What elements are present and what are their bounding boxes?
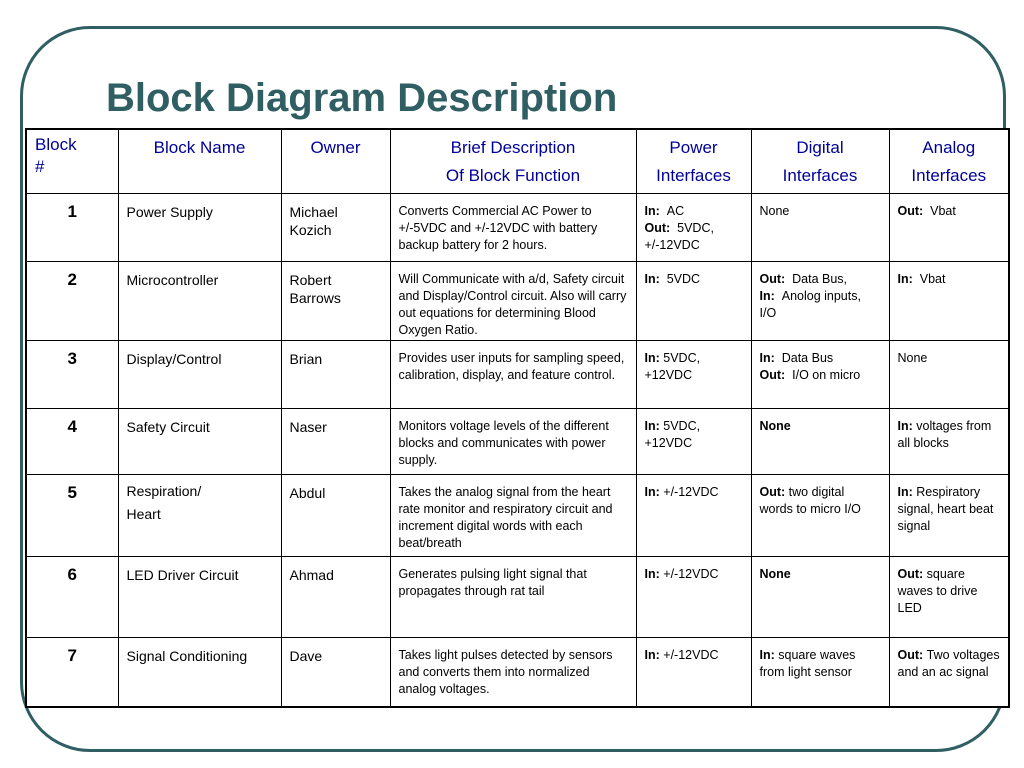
header-block-number-line1: Block [35,135,77,154]
analog-interfaces [889,193,1009,261]
iface-key: In: [759,350,775,365]
iface-key: Out: [759,484,786,499]
table-row [26,556,1009,637]
block-owner: Abdul [281,474,390,556]
owner-line1: Robert [289,271,332,288]
iface-value: Anolog inputs, I/O [759,288,861,320]
block-number: 7 [26,637,118,707]
block-owner: Dave [281,637,390,707]
header-power [636,129,751,193]
header-analog [889,129,1009,193]
analog-interfaces [889,408,1009,474]
table-row [26,340,1009,408]
iface-value: 5VDC, +12VDC [644,350,701,382]
iface-value: voltages from all blocks [897,418,992,450]
block-owner: Ahmad [281,556,390,637]
header-analog-line2: Interfaces [911,166,987,185]
block-name: Safety Circuit [118,408,281,474]
block-description: Will Communicate with a/d, Safety circuit and Display/Control circuit. Also will carry out equations for determining Blood Oxygen Ratio. [390,261,636,340]
iface-key: None [759,418,791,433]
digital-interfaces [751,556,889,637]
power-interfaces [636,556,751,637]
iface-value: 5VDC, +12VDC [644,418,701,450]
analog-interfaces [889,556,1009,637]
block-name: Power Supply [118,193,281,261]
iface-key: Out: [897,566,924,581]
table-row [26,408,1009,474]
slide-title: Block Diagram Description [106,76,618,120]
block-number: 2 [26,261,118,340]
block-name: Microcontroller [118,261,281,340]
block-owner [281,261,390,340]
owner-line2: Barrows [289,289,341,306]
power-interfaces [636,193,751,261]
block-number: 5 [26,474,118,556]
iface-key: In: [644,418,660,433]
power-interfaces [636,408,751,474]
owner-line2: Kozich [289,221,332,238]
analog-interfaces [889,340,1009,408]
iface-value: Data Bus, [792,271,848,286]
iface-value: None [897,350,928,365]
block-name [118,474,281,556]
header-owner: Owner [281,129,390,193]
block-owner: Brian [281,340,390,408]
header-power-line1: Power [669,138,718,157]
analog-interfaces [889,637,1009,707]
owner-line1: Michael [289,203,338,220]
header-digital [751,129,889,193]
iface-value: 5VDC [666,271,701,286]
iface-key: Out: [897,203,924,218]
iface-value: AC [666,203,685,218]
name-line1: Respiration/ [126,482,202,499]
iface-value: +/-12VDC [663,484,719,499]
iface-key: Out: [759,367,786,382]
iface-key: Out: [897,647,924,662]
block-number: 3 [26,340,118,408]
header-block-number [26,129,118,193]
block-description: Monitors voltage levels of the different blocks and communicates with power supply. [390,408,636,474]
iface-value: +/-12VDC [644,237,700,252]
iface-value: square waves from light sensor [759,647,856,679]
table-row [26,193,1009,261]
digital-interfaces [751,193,889,261]
header-block-number-line2: # [35,157,45,176]
iface-key: In: [644,271,660,286]
block-name: Signal Conditioning [118,637,281,707]
iface-key: In: [644,566,660,581]
iface-key: Out: [644,220,671,235]
block-owner: Naser [281,408,390,474]
iface-key: In: [897,484,913,499]
block-number: 6 [26,556,118,637]
digital-interfaces [751,474,889,556]
digital-interfaces [751,261,889,340]
header-description [390,129,636,193]
block-description: Takes light pulses detected by sensors and converts them into normalized analog voltages. [390,637,636,707]
header-row [26,129,1009,193]
iface-value: square waves to drive LED [897,566,978,615]
header-power-line2: Interfaces [656,166,731,185]
iface-key: In: [759,647,775,662]
block-owner [281,193,390,261]
iface-key: In: [644,203,660,218]
iface-value: Two voltages and an ac signal [897,647,1000,679]
block-description: Generates pulsing light signal that propagates through rat tail [390,556,636,637]
block-description: Takes the analog signal from the heart rate monitor and respiratory circuit and increment digital words with each beat/breath [390,474,636,556]
digital-interfaces [751,340,889,408]
header-description-line2: Of Block Function [445,166,581,185]
header-description-line1: Brief Description [450,138,576,157]
header-block-name: Block Name [118,129,281,193]
iface-value: None [759,203,790,218]
power-interfaces [636,474,751,556]
iface-key: Out: [759,271,786,286]
iface-key: None [759,566,791,581]
iface-key: In: [644,647,660,662]
iface-value: Respiratory signal, heart beat signal [897,484,994,533]
power-interfaces [636,637,751,707]
iface-value: +/-12VDC [663,647,719,662]
table-row [26,261,1009,340]
analog-interfaces [889,261,1009,340]
power-interfaces [636,340,751,408]
block-description: Converts Commercial AC Power to +/-5VDC and +/-12VDC with battery backup battery for 2 hours. [390,193,636,261]
iface-key: In: [897,271,913,286]
iface-key: In: [644,484,660,499]
iface-value: 5VDC, [677,220,714,235]
block-number: 1 [26,193,118,261]
header-digital-line2: Interfaces [782,166,858,185]
block-description: Provides user inputs for sampling speed, calibration, display, and feature control. [390,340,636,408]
power-interfaces [636,261,751,340]
iface-value: Vbat [930,203,956,218]
iface-value: Vbat [919,271,946,286]
analog-interfaces [889,474,1009,556]
block-name: LED Driver Circuit [118,556,281,637]
digital-interfaces [751,408,889,474]
iface-value: +/-12VDC [663,566,719,581]
iface-key: In: [897,418,913,433]
header-analog-line1: Analog [922,138,976,157]
iface-key: In: [644,350,660,365]
iface-value: I/O on micro [792,367,861,382]
table-row [26,637,1009,707]
iface-value: two digital words to micro I/O [759,484,861,516]
iface-value: Data Bus [781,350,834,365]
name-line2: Heart [126,505,161,522]
block-name: Display/Control [118,340,281,408]
block-table [25,128,1010,708]
table-row [26,474,1009,556]
iface-key: In: [759,288,775,303]
block-number: 4 [26,408,118,474]
header-digital-line1: Digital [796,138,844,157]
digital-interfaces [751,637,889,707]
